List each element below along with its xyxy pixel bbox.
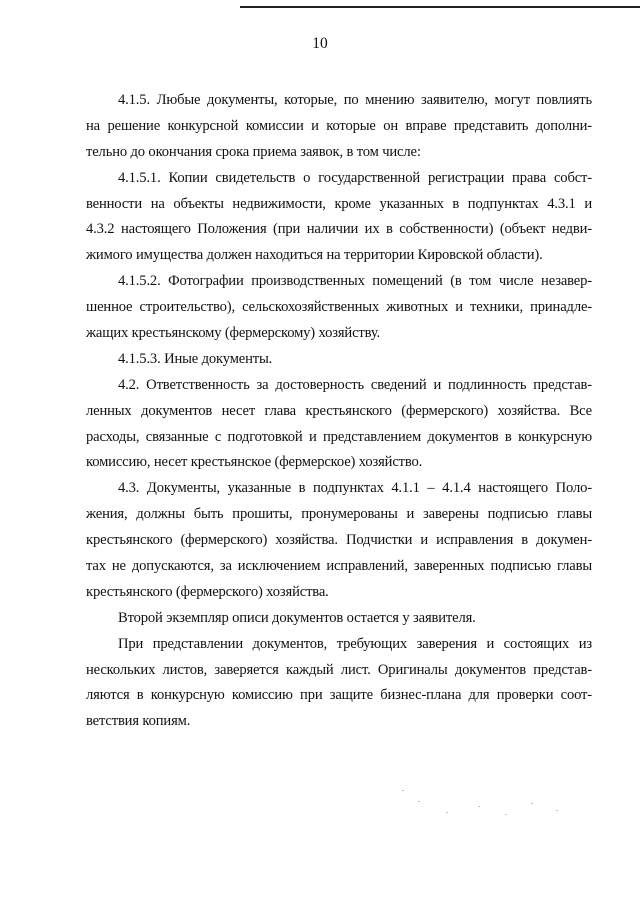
paragraph-4-1-5 [86, 88, 592, 166]
paragraph-line: крестьянского (фермерского) хозяйства. Подчистки и исправления в докумен- [86, 532, 592, 549]
paragraph-4-3 [86, 476, 592, 605]
paragraph-4-1-5-1 [86, 166, 592, 270]
paragraph-line: жимого имущества должен находиться на территории Кировской области). [86, 247, 543, 264]
paragraph-line: венности на объекты недвижимости, кроме указанных в подпунктах 4.3.1 и [86, 195, 592, 212]
paragraph-line: 4.1.5. Любые документы, которые, по мнению заявителю, могут повлиять [118, 92, 592, 108]
paragraph-line: тельно до окончания срока приема заявок, в том числе: [86, 143, 421, 160]
page-number: 10 [312, 35, 328, 52]
paragraph-line: жения, должны быть прошиты, пронумерованы и заверены подписью главы [86, 506, 592, 523]
paragraph-line: 4.1.5.2. Фотографии производственных помещений (в том числе незавер- [118, 273, 592, 290]
paragraph-4-2 [86, 373, 592, 477]
paragraph-line: комиссию, несет крестьянское (фермерское) хозяйство. [86, 454, 423, 471]
paragraph-line: крестьянского (фермерского) хозяйства. [86, 583, 329, 600]
paragraph-multi-sheet [86, 632, 592, 736]
paragraph-line: тах не допускаются, за исключением исправлений, заверенных подписью главы [86, 558, 592, 575]
paragraph-line: ляются в конкурсную комиссию при защите бизнес-плана для проверки соот- [86, 687, 592, 704]
paragraph-line: жащих крестьянскому (фермерскому) хозяйству. [86, 325, 381, 342]
paragraph-line: на решение конкурсной комиссии и которые он вправе представить дополни- [86, 117, 592, 134]
paragraph-line: 4.1.5.3. Иные документы. [118, 350, 273, 367]
paragraph-line: ленных документов несет глава крестьянского (фермерского) хозяйства. Все [86, 402, 592, 419]
paragraph-line: При представлении документов, требующих заверения и состоящих из [118, 635, 592, 652]
paragraph-line: нескольких листов, заверяется каждый лист. Оригиналы документов представ- [86, 661, 592, 678]
paragraph-line: 4.3. Документы, указанные в подпунктах 4.1.1 – 4.1.4 настоящего Поло- [118, 480, 592, 497]
document-body [86, 88, 592, 735]
paragraph-4-1-5-2 [86, 269, 592, 347]
top-border-line [240, 6, 640, 8]
paragraph-line: Второй экземпляр описи документов остается у заявителя. [118, 609, 476, 626]
paragraph-line: расходы, связанные с подготовкой и представлением документов в конкурсную [86, 428, 592, 445]
paragraph-line: 4.1.5.1. Копии свидетельств о государственной регистрации права собст- [118, 169, 592, 186]
paragraph-second-copy [86, 606, 592, 632]
paragraph-line: ветствия копиям. [86, 713, 191, 730]
paragraph-4-1-5-3 [86, 347, 592, 373]
paragraph-line: 4.2. Ответственность за достоверность сведений и подлинность представ- [118, 376, 592, 393]
paragraph-line: 4.3.2 настоящего Положения (при наличии их в собственности) (объект недви- [86, 221, 592, 238]
paragraph-line: шенное строительство), сельскохозяйственных животных и техники, принадле- [86, 299, 592, 316]
